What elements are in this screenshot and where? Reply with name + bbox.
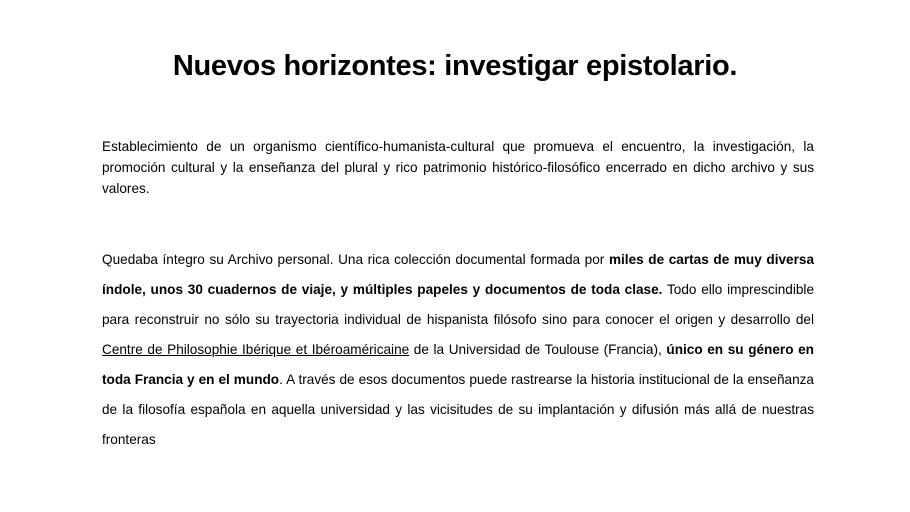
paragraph-intro: Establecimiento de un organismo científico-humanista-cultural que promueva el encuentro, la investigación, la promoción cultural y la enseñanza del plural y rico patrimonio histórico-filosófico encerrado en dicho archivo y sus valores. — [102, 139, 814, 196]
paragraph-archive-bold-1: miles de cartas de muy diversa índole, unos 30 cuadernos de viaje, y múltiples papeles y documentos de toda clase. — [102, 252, 815, 297]
paragraph-archive-text-4: . A través de esos documentos puede rastrearse la historia institucional de la enseñanza de la filosofía española en aquella universidad y las vicisitudes de su implantación y difusión más allá de nuestras fronteras — [102, 372, 814, 447]
slide-title: Nuevos horizontes: investigar epistolario. — [172, 50, 738, 82]
paragraph-archive-text-1: Quedaba íntegro su Archivo personal. Una rica colección documental formada por — [102, 252, 609, 267]
paragraph-archive-text-2: Todo ello imprescindible para reconstruir no sólo su trayectoria individual de hispanista filósofo sino para conocer el origen y desarrollo del — [102, 282, 815, 327]
paragraph-archive-bold-2: único en su género en toda Francia y en el mundo — [102, 342, 814, 387]
paragraph-archive-text-3: de la Universidad de Toulouse (Francia), — [409, 342, 667, 357]
paragraph-archive — [102, 245, 814, 455]
centre-link[interactable]: Centre de Philosophie Ibérique et Ibéroaméricaine — [102, 342, 410, 357]
